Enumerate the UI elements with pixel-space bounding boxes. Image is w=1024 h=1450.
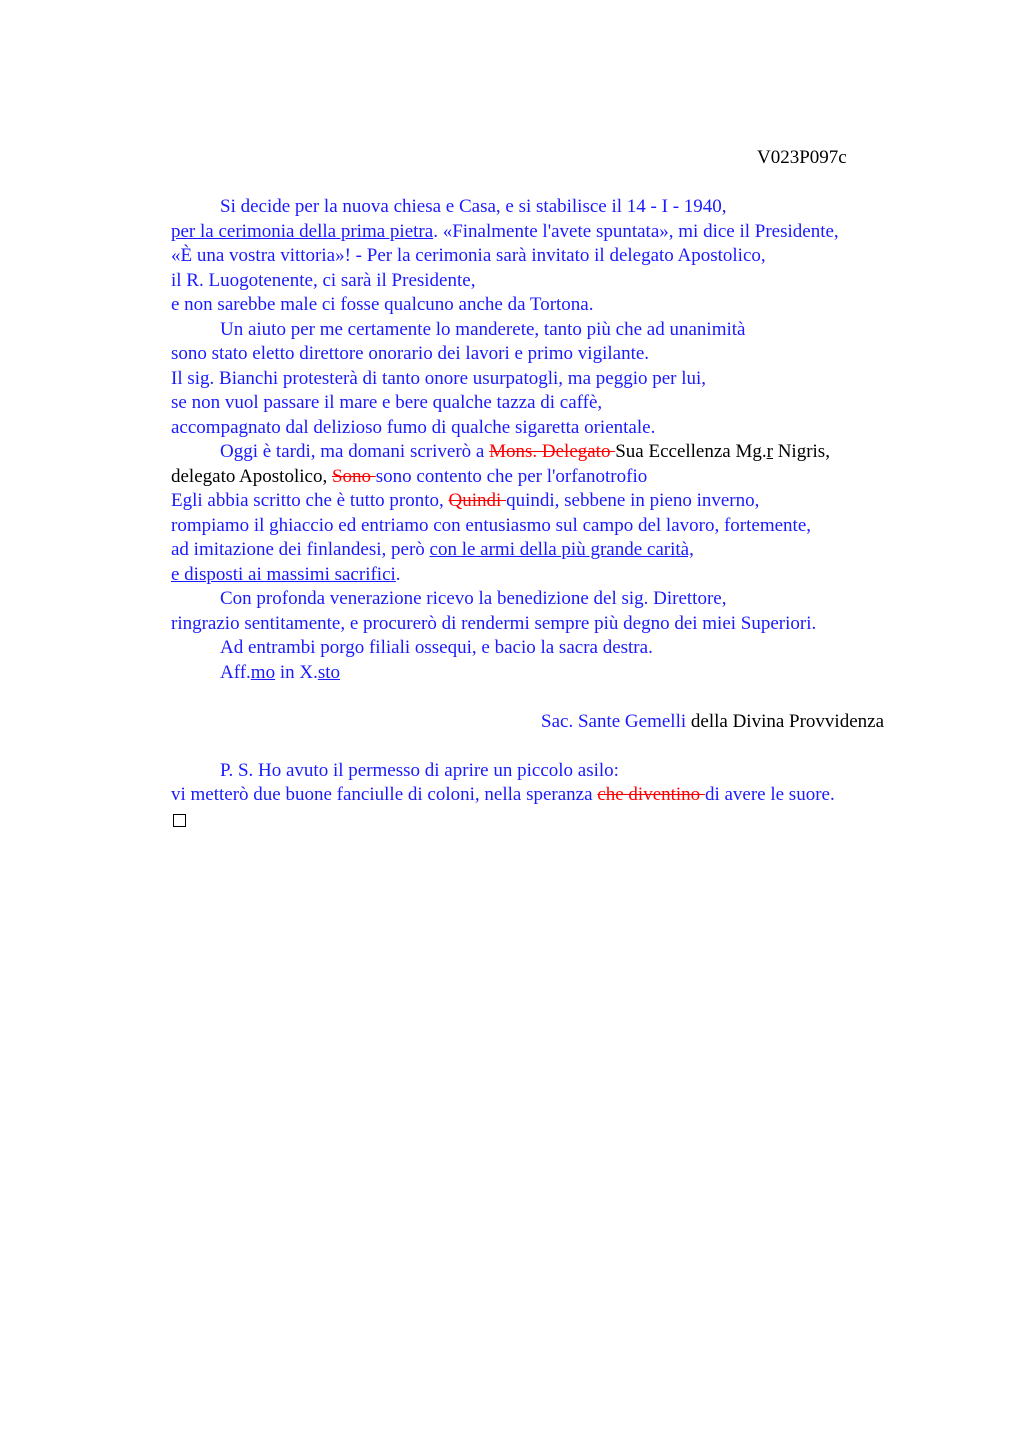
underlined-text: e disposti ai massimi sacrifici (171, 563, 396, 585)
black-text: delegato Apostolico, (171, 465, 332, 487)
text-span: di avere le suore. (704, 784, 835, 805)
signature (171, 710, 931, 735)
text-line (171, 367, 931, 392)
superscript-abbreviation: r (766, 441, 773, 462)
text-line (171, 342, 931, 367)
text-span: Ad entrambi porgo filiali ossequi, e bacio la sacra destra. (220, 637, 653, 658)
text-span: ad imitazione dei finlandesi, però (171, 539, 430, 560)
superscript-abbreviation: sto (317, 661, 341, 683)
signature-name: Sac. Sante Gemelli (541, 710, 687, 732)
deleted-text: Mons. Delegato (489, 441, 616, 462)
text-span: Aff. (220, 661, 251, 683)
text-span: quindi, sebbene in pieno inverno, (506, 490, 760, 511)
blank-line (171, 734, 931, 759)
text-line (171, 489, 931, 514)
text-span: Con profonda venerazione ricevo la benedizione del sig. Direttore, (220, 588, 727, 609)
text-line (171, 244, 931, 269)
blank-line (171, 685, 931, 710)
text-line (171, 636, 931, 661)
text-line (171, 440, 931, 465)
text-span: sono stato eletto direttore onorario dei lavori e primo vigilante. (171, 343, 650, 364)
text-span: . «Finalmente l'avete spuntata», mi dice il Presidente, (433, 220, 839, 242)
text-span: Si decide per la nuova chiesa e Casa, e si stabilisce il 14 - I - 1940, (220, 196, 727, 217)
text-line (171, 416, 931, 441)
deleted-text: che diventino (597, 784, 705, 805)
text-span: Il sig. Bianchi protesterà di tanto onore usurpatogli, ma peggio per lui, (171, 367, 707, 389)
postscript-line (171, 783, 931, 808)
superscript-abbreviation: mo (250, 661, 276, 683)
text-span: Oggi è tardi, ma domani scriverò a (220, 441, 490, 462)
text-span: rompiamo il ghiaccio ed entriamo con entusiasmo sul campo del lavoro, fortemente, (171, 514, 812, 536)
closing-line (171, 661, 931, 686)
text-line (171, 465, 931, 490)
text-span: P. S. Ho avuto il permesso di aprire un piccolo asilo: (220, 759, 619, 781)
text-line (171, 538, 931, 563)
text-span: se non vuol passare il mare e bere qualche tazza di caffè, (171, 392, 603, 413)
text-line (171, 514, 931, 539)
letter-body (171, 195, 931, 832)
text-span: . (395, 563, 401, 585)
underlined-text: per la cerimonia della prima pietra (171, 220, 434, 242)
underlined-text: con le armi della più grande carità, (429, 539, 694, 560)
deleted-text: Quindi (448, 490, 507, 511)
postscript-line (171, 759, 931, 784)
text-line (171, 612, 931, 637)
text-span: in X. (275, 661, 318, 683)
text-span: ringrazio sentitamente, e procurerò di rendermi sempre più degno dei miei Superiori. (171, 612, 817, 634)
text-span: «È una vostra vittoria»! - Per la cerimonia sarà invitato il delegato Apostolico, (171, 245, 766, 266)
text-span: sono contento che per l'orfanotrofio (375, 465, 648, 487)
text-line (171, 269, 931, 294)
text-span: il R. Luogotenente, ci sarà il Presidente, (171, 269, 476, 291)
deleted-text: Sono (331, 465, 376, 487)
black-text: Nigris, (772, 441, 830, 462)
text-span: Egli abbia scritto che è tutto pronto, (171, 490, 449, 511)
text-line (171, 563, 931, 588)
text-span: accompagnato dal delizioso fumo di qualche sigaretta orientale. (171, 416, 656, 438)
text-span: Un aiuto per me certamente lo manderete, tanto più che ad unanimità (220, 318, 746, 340)
document-id: V023P097c (757, 147, 847, 168)
text-line (171, 293, 931, 318)
text-line (171, 391, 931, 416)
text-line (171, 587, 931, 612)
empty-square-icon (173, 814, 186, 827)
signature-title: della Divina Provvidenza (686, 710, 884, 732)
text-line (171, 318, 931, 343)
black-text: Sua Eccellenza Mg. (615, 441, 767, 462)
text-span: vi metterò due buone fanciulle di coloni, nella speranza (171, 784, 598, 805)
text-span: e non sarebbe male ci fosse qualcuno anche da Tortona. (171, 294, 594, 315)
text-line (171, 220, 931, 245)
text-line (171, 195, 931, 220)
end-mark-line (171, 808, 931, 833)
